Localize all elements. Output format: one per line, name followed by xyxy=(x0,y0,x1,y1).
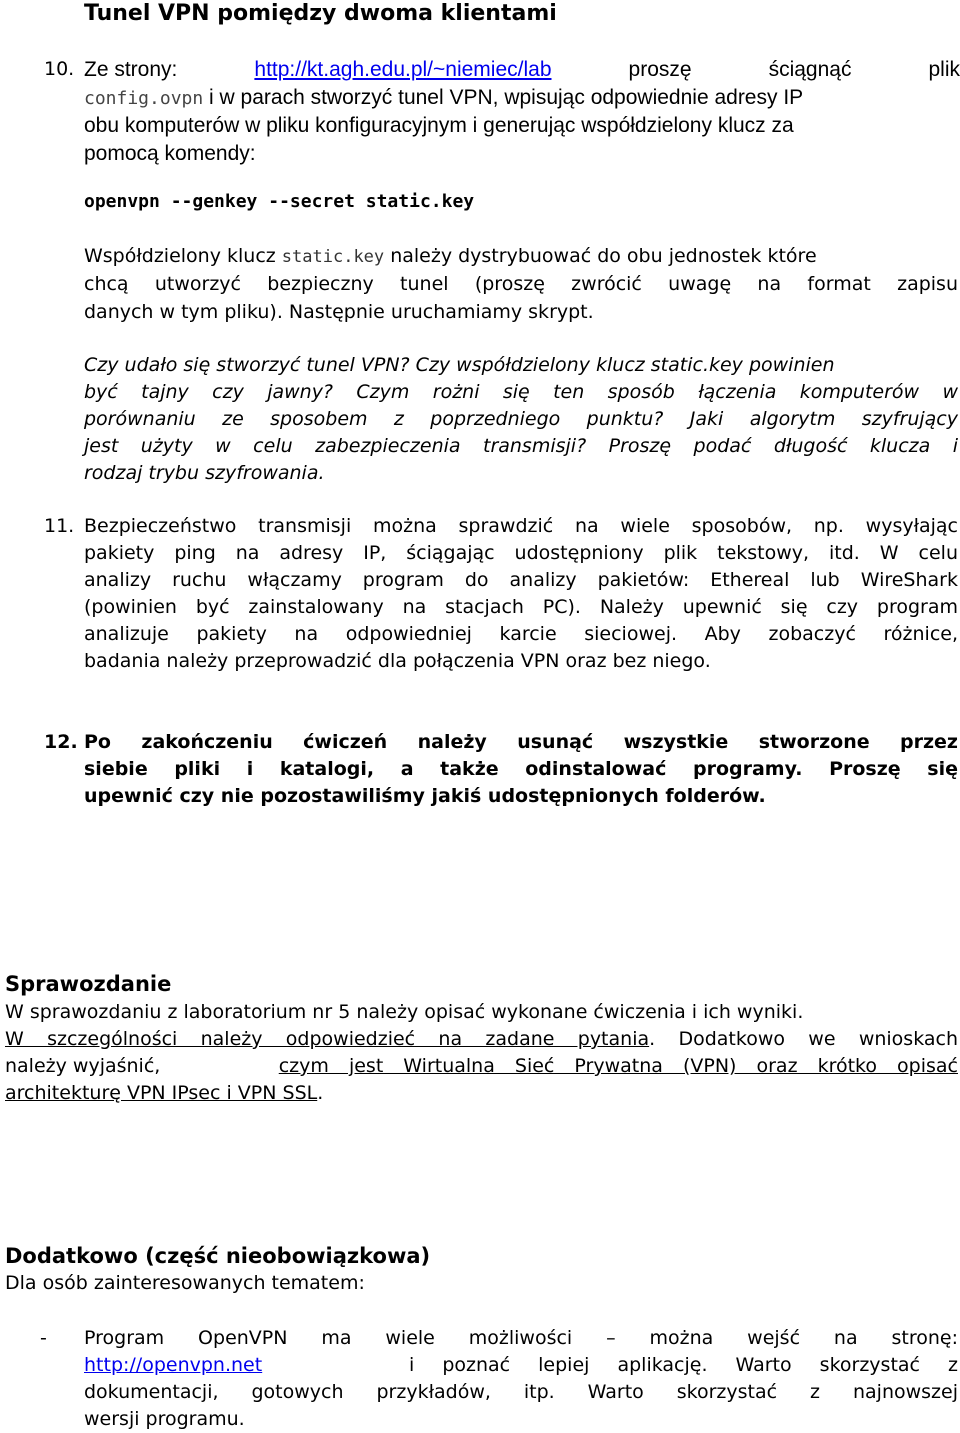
item-10-source-label: Ze strony: xyxy=(84,58,178,81)
item-10-line1 xyxy=(84,56,960,83)
report-line2 xyxy=(5,1026,958,1053)
item-12-line2: siebie pliki i katalogi, a także odinstalować programy. Proszę się xyxy=(84,758,958,780)
config-filename: config.ovpn xyxy=(84,88,204,109)
extra-line3: dokumentacji, gotowych przykładów, itp. Warto skorzystać z najnowszej xyxy=(84,1381,958,1403)
item-12-line3: upewnić czy nie pozostawiliśmy jakiś udostępnionych folderów. xyxy=(84,785,766,807)
item-10-p2-line1 xyxy=(84,243,817,271)
item-11-line6: badania należy przeprowadzić dla połączenia VPN oraz bez niego. xyxy=(84,650,711,672)
item-10-p2-line3: danych w tym pliku). Następnie uruchamiamy skrypt. xyxy=(84,301,594,323)
item-10-line2 xyxy=(84,84,803,112)
item-10-word-prosze: proszę xyxy=(628,58,692,81)
report-vpn-explain: czym jest Wirtualna Sieć Prywatna (VPN) oraz krótko opisać xyxy=(278,1055,958,1077)
report-line4 xyxy=(5,1080,323,1107)
extra-bullet: - xyxy=(40,1327,47,1349)
report-answer-questions: W szczególności należy odpowiedzieć na zadane pytania xyxy=(5,1028,650,1050)
report-line3 xyxy=(5,1053,958,1080)
report-line2-rest: . Dodatkowo we wnioskach xyxy=(649,1028,959,1050)
page-title: Tunel VPN pomiędzy dwoma klientami xyxy=(84,1,557,26)
item-12-line1: Po zakończeniu ćwiczeń należy usunąć wszystkie stworzone przez xyxy=(84,731,958,753)
p2-suffix: należy dystrybuować do obu jednostek które xyxy=(384,245,817,267)
item-10-line2-text: i w parach stworzyć tunel VPN, wpisując odpowiednie adresy IP xyxy=(203,86,804,109)
extra-line2 xyxy=(84,1352,958,1379)
item-10-p2-line2: chcą utworzyć bezpieczny tunel (proszę zwrócić uwagę na format zapisu xyxy=(84,273,958,295)
item-11-line4: (powinien być zainstalowany na stacjach PC). Należy upewnić się czy program xyxy=(84,596,958,618)
lab-url-link[interactable]: http://kt.agh.edu.pl/~niemiec/lab xyxy=(254,58,552,81)
item-10-word-plik: plik xyxy=(928,58,960,81)
report-line3-prefix: należy wyjaśnić, xyxy=(5,1055,161,1077)
extra-line1: Program OpenVPN ma wiele możliwości – można wejść na stronę: xyxy=(84,1327,958,1349)
static-key-filename: static.key xyxy=(281,247,385,267)
report-vpn-architecture: architekturę VPN IPsec i VPN SSL xyxy=(5,1082,318,1104)
extra-line4: wersji programu. xyxy=(84,1408,245,1430)
question-line4: jest użyty w celu zabezpieczenia transmisji? Proszę podać długość klucza i xyxy=(84,435,958,457)
openvpn-link[interactable]: http://openvpn.net xyxy=(84,1354,263,1376)
extra-line2-rest: i poznać lepiej aplikację. Warto skorzystać z xyxy=(409,1354,958,1376)
extra-intro: Dla osób zainteresowanych tematem: xyxy=(5,1272,365,1294)
item-10-line4: pomocą komendy: xyxy=(84,142,256,165)
item-11-line1: Bezpieczeństwo transmisji można sprawdzić na wiele sposobów, np. wysyłając xyxy=(84,515,958,537)
p2-prefix: Współdzielony klucz xyxy=(84,245,282,267)
item-11-number: 11. xyxy=(44,515,75,537)
item-10-word-sciagnac: ściągnąć xyxy=(768,58,852,81)
question-line5: rodzaj trybu szyfrowania. xyxy=(84,462,325,484)
genkey-command: openvpn --genkey --secret static.key xyxy=(84,191,475,212)
question-line3: porównaniu ze sposobem z poprzedniego punktu? Jaki algorytm szyfrujący xyxy=(84,408,958,430)
report-heading: Sprawozdanie xyxy=(5,972,172,996)
question-line1: Czy udało się stworzyć tunel VPN? Czy współdzielony klucz static.key powinien xyxy=(84,354,835,376)
item-12-number: 12. xyxy=(44,731,78,753)
item-11-line3: analizy ruchu włączamy program do analizy pakietów: Ethereal lub WireShark xyxy=(84,569,958,591)
report-line1: W sprawozdaniu z laboratorium nr 5 należy opisać wykonane ćwiczenia i ich wyniki. xyxy=(5,1001,804,1023)
item-10-line3: obu komputerów w pliku konfiguracyjnym i generując współdzielony klucz za xyxy=(84,114,794,137)
item-11-line5: analizuje pakiety na odpowiedniej karcie sieciowej. Aby zobaczyć różnice, xyxy=(84,623,958,645)
question-line2: być tajny czy jawny? Czym rożni się ten sposób łączenia komputerów w xyxy=(84,381,958,403)
item-10-number: 10. xyxy=(44,58,75,80)
item-11-line2: pakiety ping na adresy IP, ściągając udostępniony plik tekstowy, itd. W celu xyxy=(84,542,958,564)
extra-heading: Dodatkowo (część nieobowiązkowa) xyxy=(5,1244,431,1268)
report-line4-rest: . xyxy=(317,1082,324,1104)
